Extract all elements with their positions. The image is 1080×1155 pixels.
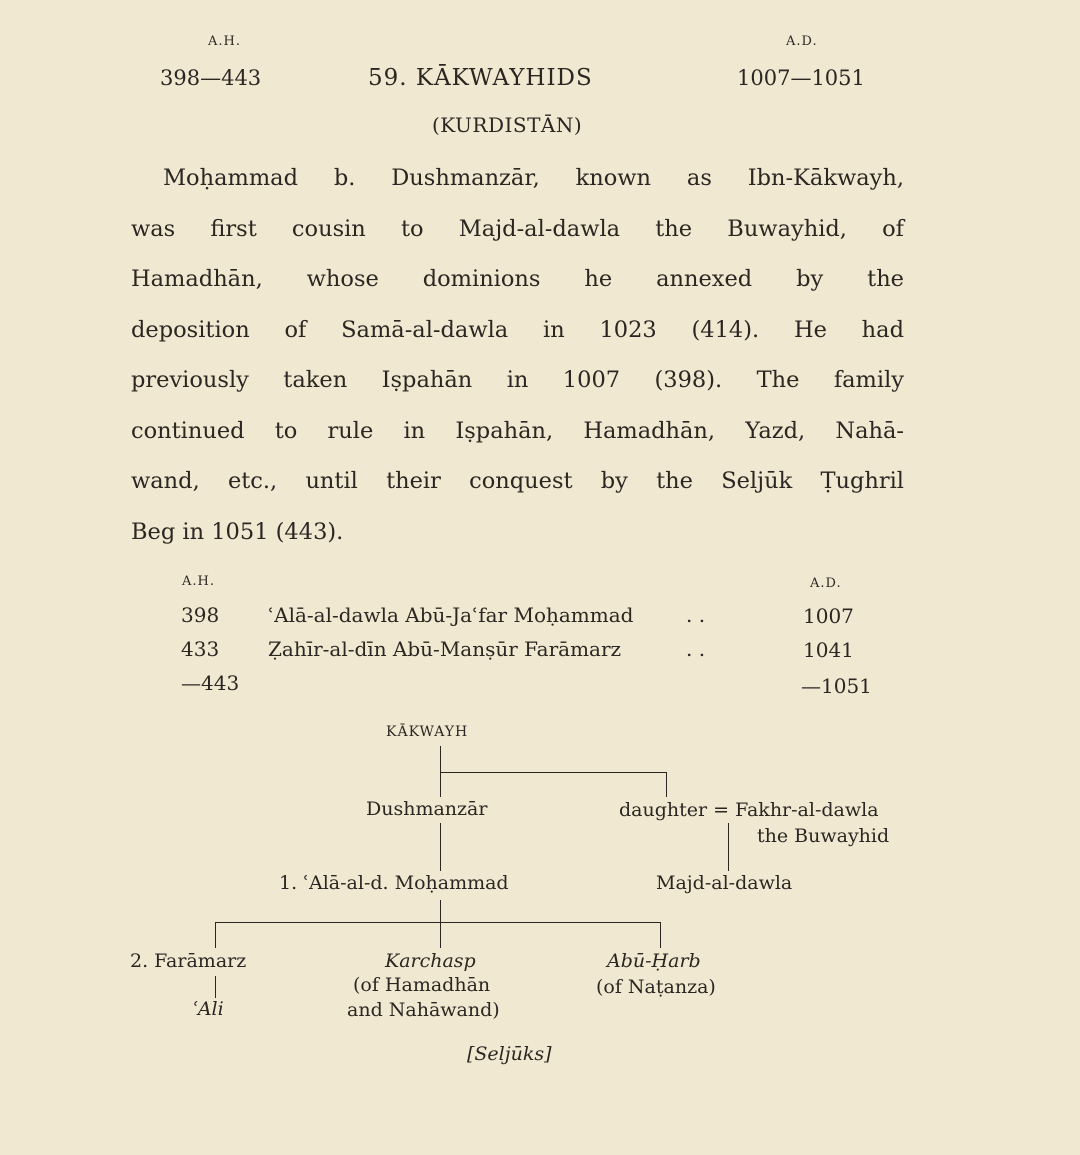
ruler-ad: 1007 bbox=[803, 604, 854, 628]
tree-karchasp-note: and Nahāwand) bbox=[347, 999, 500, 1021]
page-title: 59. KĀKWAYHIDS bbox=[368, 65, 593, 91]
ruler-name: ʿAlā-al-dawla Abū-Jaʿfar Moḥammad bbox=[268, 603, 634, 627]
paragraph-line: previously taken Iṣpahān in 1007 (398). The family bbox=[131, 367, 904, 393]
tree-faramarz: 2. Farāmarz bbox=[130, 950, 247, 972]
tree-ala: 1. ʿAlā-al-d. Moḥammad bbox=[279, 872, 509, 894]
ruler-end-ad: —1051 bbox=[801, 674, 872, 698]
tree-abuharb-note: (of Naṭanza) bbox=[596, 976, 716, 998]
header-ah-range: 398—443 bbox=[160, 66, 262, 90]
tree-daughter: daughter = Fakhr-al-dawla bbox=[619, 799, 879, 821]
tree-seljuks: [Seljūks] bbox=[467, 1043, 552, 1065]
ruler-end-ah: —443 bbox=[181, 671, 240, 695]
ruler-ad: 1041 bbox=[803, 638, 854, 662]
tree-buwayhid: the Buwayhid bbox=[757, 825, 890, 847]
tree-connector bbox=[440, 823, 441, 871]
header-ad-range: 1007—1051 bbox=[737, 66, 865, 90]
tree-connector bbox=[440, 772, 441, 797]
tree-root: KĀKWAYH bbox=[386, 724, 469, 740]
paragraph-line: continued to rule in Iṣpahān, Hamadhān, Yazd, Nahā- bbox=[131, 417, 904, 444]
tree-abuharb: Abū-Ḥarb bbox=[607, 950, 701, 972]
tree-connector bbox=[440, 746, 441, 772]
header-ad-label: A.D. bbox=[786, 34, 818, 49]
tree-karchasp-note: (of Hamadhān bbox=[353, 974, 491, 996]
rulers-ad-label: A.D. bbox=[810, 576, 842, 591]
tree-karchasp: Karchasp bbox=[385, 950, 476, 972]
tree-connector bbox=[660, 922, 661, 948]
tree-connector bbox=[440, 922, 441, 948]
tree-connector bbox=[440, 900, 441, 922]
paragraph-line: Hamadhān, whose dominions he annexed by the bbox=[131, 266, 904, 292]
tree-ali: ʿAli bbox=[192, 998, 224, 1020]
tree-connector bbox=[666, 772, 667, 797]
ruler-dots: . . bbox=[686, 603, 706, 627]
ruler-dots: . . bbox=[686, 637, 706, 661]
ruler-ah: 433 bbox=[181, 637, 220, 661]
header-ah-label: A.H. bbox=[208, 34, 241, 49]
paragraph-line: Moḥammad b. Dushmanzār, known as Ibn-Kākwayh, bbox=[163, 165, 904, 191]
tree-majd: Majd-al-dawla bbox=[656, 872, 793, 894]
paragraph-line: deposition of Samā-al-dawla in 1023 (414). He had bbox=[131, 316, 904, 343]
tree-connector bbox=[728, 823, 729, 871]
ruler-ah: 398 bbox=[181, 603, 220, 627]
tree-connector bbox=[215, 976, 216, 998]
rulers-ah-label: A.H. bbox=[182, 574, 215, 589]
tree-connector bbox=[215, 922, 216, 948]
history-paragraph bbox=[131, 153, 904, 557]
paragraph-line: wand, etc., until their conquest by the Seljūk Ṭughril bbox=[131, 468, 904, 494]
tree-connector bbox=[215, 922, 660, 923]
paragraph-line: was first cousin to Majd-al-dawla the Buwayhid, of bbox=[131, 215, 904, 242]
tree-connector bbox=[440, 772, 666, 773]
paragraph-line: Beg in 1051 (443). bbox=[131, 518, 344, 545]
ruler-name: Ẓahīr-al-dīn Abū-Manṣūr Farāmarz bbox=[268, 637, 622, 661]
tree-dushmanzar: Dushmanzār bbox=[366, 798, 488, 820]
page-subtitle: (KURDISTĀN) bbox=[432, 113, 583, 137]
